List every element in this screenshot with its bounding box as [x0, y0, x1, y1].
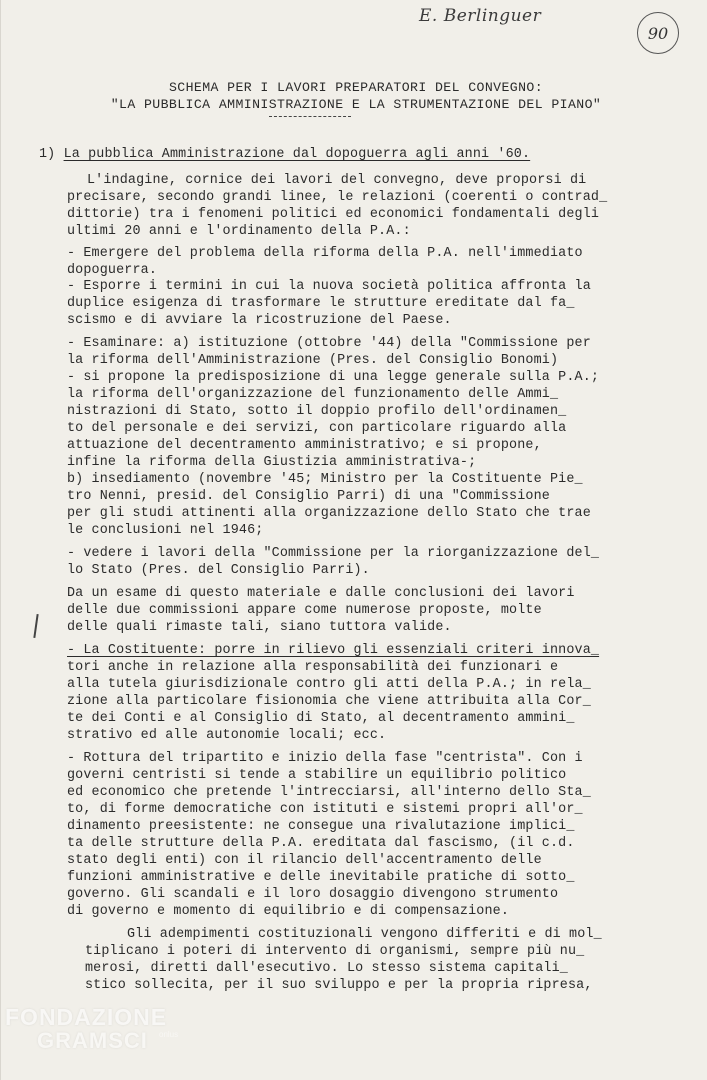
watermark-line2: GRAMSCI: [37, 1028, 148, 1053]
text-line: - si propone la predisposizione di una legge generale sulla P.A.;: [67, 370, 600, 385]
text-line: ta delle strutture della P.A. ereditata dal fascismo, (il c.d.: [67, 836, 575, 851]
watermark-line1: FONDAZIONE: [5, 1004, 168, 1030]
text-line: - vedere i lavori della "Commissione per la riorganizzazione del_: [67, 546, 600, 561]
text-line: alla tutela giurisdizionale contro gli atti della P.A.; in rela_: [67, 677, 591, 692]
text-line: to del personale e dei servizi, con particolare riguardo alla: [67, 421, 567, 436]
text-line: dopoguerra.: [67, 263, 158, 278]
text-line: stico sollecita, per il suo sviluppo e per la propria ripresa,: [85, 978, 593, 993]
text-line: tori anche in relazione alla responsabilità dei funzionari e: [67, 660, 559, 675]
section-title: La pubblica Amministrazione dal dopoguerra agli anni '60.: [63, 147, 531, 162]
text-line: strativo ed alle autonomie locali; ecc.: [67, 728, 387, 743]
document-title-line2: "LA PUBBLICA AMMINISTRAZIONE E LA STRUMENTAZIONE DEL PIANO": [110, 97, 602, 112]
text-line: tiplicano i poteri di intervento di organismi, sempre più nu_: [85, 944, 585, 959]
text-line: - Esporre i termini in cui la nuova società politica affronta la: [67, 279, 591, 294]
text-line: delle due commissioni appare come numerose proposte, molte: [67, 603, 542, 618]
document-title-line1: SCHEMA PER I LAVORI PREPARATORI DEL CONVEGNO:: [168, 80, 544, 95]
margin-mark: [33, 614, 38, 638]
text-line: scismo e di avviare la ricostruzione del Paese.: [67, 313, 452, 328]
text-line: la riforma dell'Amministrazione (Pres. del Consiglio Bonomi): [67, 353, 559, 368]
text-line: nistrazioni di Stato, sotto il doppio profilo dell'ordinamen_: [67, 404, 567, 419]
text-line: dinamento preesistente: ne consegue una rivalutazione implici_: [67, 819, 575, 834]
title-divider: [269, 116, 351, 117]
page-number-circle: [637, 12, 679, 54]
section-heading: [39, 146, 530, 163]
text-line: tro Nenni, presid. del Consiglio Parri) di una "Commissione: [67, 489, 550, 504]
text-line: per gli studi attinenti alla organizzazione dello Stato che trae: [67, 506, 591, 521]
text-line: delle quali rimaste tali, siano tuttora valide.: [67, 620, 452, 635]
text-line: funzioni amministrative e delle inevitabile pratiche di sotto_: [67, 870, 575, 885]
section-number: 1): [39, 147, 56, 162]
text-line: attuazione del decentramento amministrativo; e si propone,: [67, 438, 542, 453]
text-line: ed economico che pretende l'intrecciarsi, all'interno dello Sta_: [67, 785, 591, 800]
text-line: - La Costituente: porre in rilievo gli essenziali criteri innova_: [67, 643, 600, 658]
text-line: zione alla particolare fisionomia che viene attribuita alla Cor_: [67, 694, 591, 709]
text-line: - Emergere del problema della riforma della P.A. nell'immediato: [67, 246, 583, 261]
text-line: - Rottura del tripartito e inizio della fase "centrista". Con i: [67, 751, 583, 766]
handwritten-author: E. Berlinguer: [419, 6, 542, 26]
text-line: Gli adempimenti costituzionali vengono differiti e di mol_: [127, 927, 602, 942]
watermark-line3: onlus: [159, 1030, 179, 1039]
text-line: to, di forme democratiche con istituti e sistemi propri all'or_: [67, 802, 583, 817]
text-line: Da un esame di questo materiale e dalle conclusioni dei lavori: [67, 586, 575, 601]
text-line: b) insediamento (novembre '45; Ministro per la Costituente Pie_: [67, 472, 583, 487]
text-line: governo. Gli scandali e il loro dosaggio divengono strumento: [67, 887, 559, 902]
text-line: merosi, diretti dall'esecutivo. Lo stesso sistema capitali_: [85, 961, 568, 976]
text-line: governi centristi si tende a stabilire un equilibrio politico: [67, 768, 567, 783]
text-line: stato degli enti) con il rilancio dell'accentramento delle: [67, 853, 542, 868]
text-line: duplice esigenza di trasformare le strutture ereditate dal fa_: [67, 296, 575, 311]
text-line: di governo e momento di equilibrio e di compensazione.: [67, 904, 510, 919]
text-line: te dei Conti e al Consiglio di Stato, al decentramento ammini_: [67, 711, 575, 726]
text-line: ultimi 20 anni e l'ordinamento della P.A.:: [67, 224, 411, 239]
text-line: lo Stato (Pres. del Consiglio Parri).: [67, 563, 370, 578]
text-line: dittorie) tra i fenomeni politici ed economici fondamentali degli: [67, 207, 600, 222]
text-line: la riforma dell'organizzazione del funzionamento delle Ammi_: [67, 387, 559, 402]
text-line: L'indagine, cornice dei lavori del convegno, deve proporsi di: [87, 173, 587, 188]
text-line: infine la riforma della Giustizia amministrativa-;: [67, 455, 477, 470]
page-number: 90: [647, 23, 669, 43]
text-line: precisare, secondo grandi linee, le relazioni (coerenti o contrad_: [67, 190, 608, 205]
text-line: le conclusioni nel 1946;: [67, 523, 264, 538]
text-line: - Esaminare: a) istituzione (ottobre '44) della "Commissione per: [67, 336, 591, 351]
